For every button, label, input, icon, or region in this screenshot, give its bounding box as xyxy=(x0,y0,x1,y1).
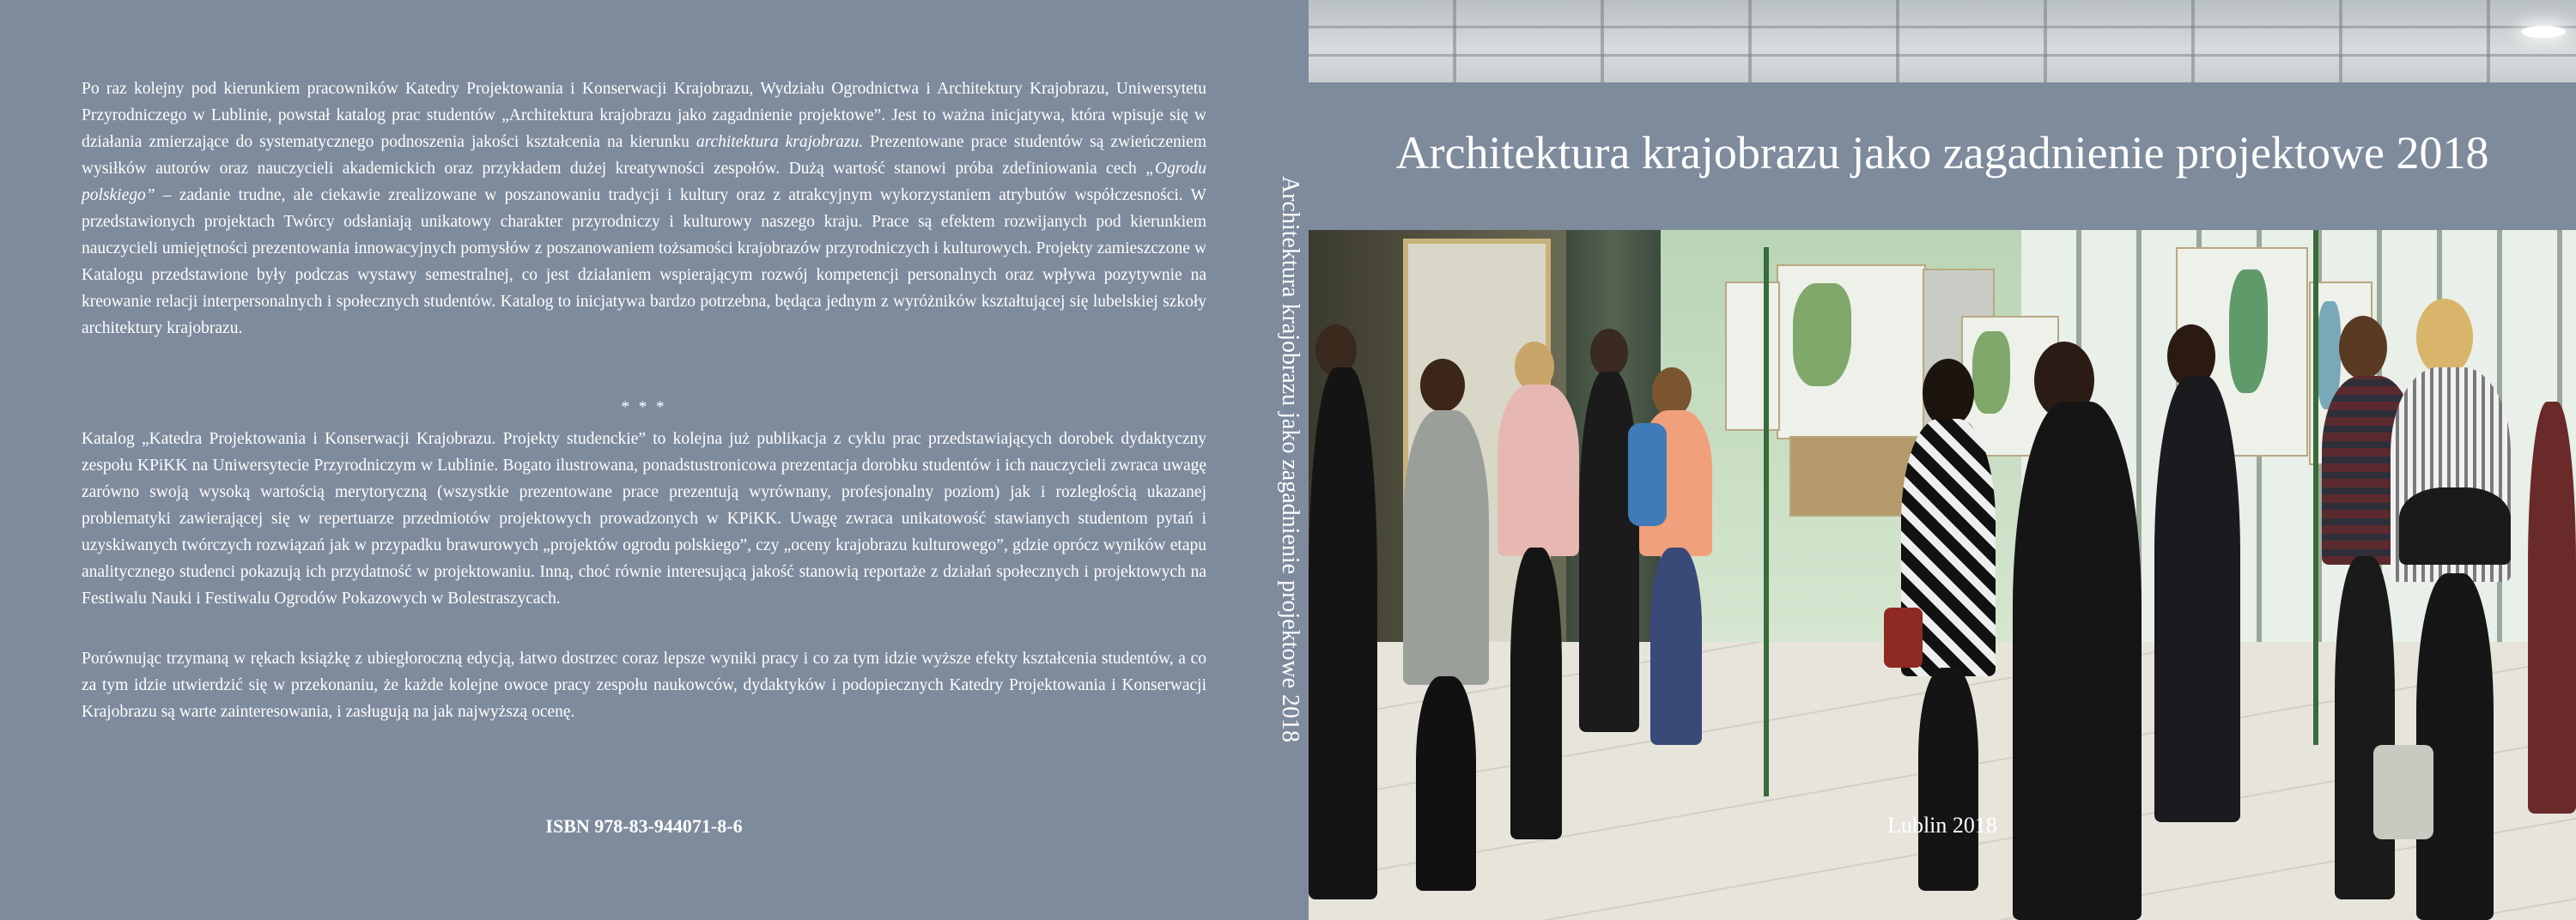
visitor xyxy=(1579,372,1639,732)
spine-title: Architektura krajobrazu jako zagadnienie projektowe 2018 xyxy=(1277,175,1303,743)
board-plan xyxy=(1972,331,2010,414)
board-plan xyxy=(2229,269,2268,393)
foreword-text: Po raz kolejny pod kierunkiem pracowników Katedry Projektowania i Konserwacji Krajobrazu, Wydziału Ogrodnictwa i Architektury Krajobrazu, Uniwersytetu Przyrodniczego w Lublinie, powstał katalog prac studentów „Architektura krajobrazu jako zagadnienie projektowe”. Jest to ważna inicjatywa, która wpisuje się w działania zmierzające do systematycznego podnoszenia jakości kształcenia na kierunku xyxy=(82,80,1206,151)
exhibition-board xyxy=(1777,264,1926,439)
visitor-head xyxy=(1420,359,1465,412)
ceiling-photo-strip xyxy=(1309,0,2576,82)
foreword-paragraph-2: Katalog „Katedra Projektowania i Konserwacji Krajobrazu. Projekty studenckie” to kolejna już publikacja z cyklu prac przedstawiających dorobek dydaktyczny zespołu KPiKK na Uniwersytecie Przyrodniczym w Lublinie. Bogato ilustrowana, ponadstustronicowa prezentacja dorobku studentów i ich nauczycieli zwraca uwagę zarówno swoją wysoką wartością merytoryczną (wszystkie prezentowane prace prezentują wyrównany, profesjonalny poziom) jak i rozległością ukazanej problematyki zawierającej się w repertuarze przedmiotów projektowych prowadzonych w KPiKK. Uwagę zwraca unikatowość stawianych studentom pytań i uzyskiwanych twórczych rozwiązań jak w przypadku brawurowych „projektów ogrodu polskiego”, czy „oceny krajobrazu kulturowego”, gdzie oprócz wyników etapu analitycznego studenci pokazują ich przydatność w projektowaniu. Inną, choć równie interesującą jakość stanowią reportaże z działań społecznych i projektowych na Festiwalu Nauki i Festiwalu Ogrodów Pokazowych w Bolestraszycach. xyxy=(82,430,1206,608)
foreword-italic-term: „Ogrodu polskiego” xyxy=(82,160,1206,204)
visitor-head xyxy=(2416,299,2473,376)
visitor xyxy=(2399,487,2511,565)
visitor xyxy=(2528,402,2576,814)
cover-title: Architektura krajobrazu jako zagadnienie projektowe 2018 xyxy=(1395,127,2489,179)
foreword-italic-term: architektura krajobrazu. xyxy=(696,133,864,151)
foreword-text: Prezentowane prace studentów są zwieńczeniem wysiłków autorów oraz nauczycieli akademickich oraz przykładem dużej kreatywności zespołów. Dużą wartość stanowi próba zdefiniowania cech xyxy=(82,133,1206,178)
visitor-head xyxy=(1590,329,1628,377)
visitor xyxy=(1416,676,1476,891)
foreword-paragraph-1 xyxy=(82,76,1206,342)
board-stand xyxy=(2313,230,2318,745)
visitor xyxy=(2154,376,2240,822)
visitor-handbag xyxy=(1884,608,1923,668)
front-cover xyxy=(1309,0,2576,920)
visitor-head xyxy=(2339,316,2387,379)
foreword-text: – zadanie trudne, ale ciekawie zrealizowane w poszanowaniu tradycji i kultury oraz z atrakcyjnym wykorzystaniem atrybutów współczesności. W przedstawionych projektach Twórcy odsłaniają unikatowy charakter przyrodniczy i kulturowy naszego kraju. Prace są efektem rozwijanych pod kierunkiem nauczycieli umiejętności prezentowania innowacyjnych pomysłów z poszanowaniem tożsamości krajobrazów przyrodniczych i kulturowych. Projekty zamieszczone w Katalogu przedstawione były podczas wystawy semestralnej, co jest działaniem wspierającym rozwój kompetencji personalnych oraz wpływa pozytywnie na kreowanie relacji interpersonalnych i społecznych studentów. Katalog to inicjatywa bardzo potrzebna, będąca jednym z wyróżników kształtującej się lubelskiej szkoły architektury krajobrazu. xyxy=(82,186,1206,337)
ceiling-light xyxy=(2521,26,2566,38)
visitor xyxy=(1650,548,1702,745)
foreword-paragraph-3: Porównując trzymaną w rękach książkę z ubiegłoroczną edycją, łatwo dostrzec coraz lepsze wyniki pracy i co za tym idzie wyższe efekty kształcenia studentów, a co za tym idzie utwierdzić się w przekonaniu, że każde kolejne owoce pracy zespołu naukowców, dydaktyków i podopiecznych Katedry Projektowania i Konserwacji Krajobrazu są warte zainteresowania, i zasługują na jak najwyższą ocenę. xyxy=(82,650,1206,721)
visitor xyxy=(2013,402,2142,920)
back-cover xyxy=(0,0,1271,920)
place-and-year: Lublin 2018 xyxy=(1887,813,1997,838)
visitor xyxy=(1510,548,1562,839)
isbn: ISBN 978-83-944071-8-6 xyxy=(545,815,743,837)
visitor xyxy=(1403,410,1489,685)
visitor-head xyxy=(1923,359,1974,427)
separator-stars: * * * xyxy=(621,398,667,416)
visitor xyxy=(2335,556,2395,899)
visitor xyxy=(1918,668,1978,891)
board-stand xyxy=(1764,247,1769,796)
visitor xyxy=(1498,384,1579,556)
visitor-backpack xyxy=(1628,423,1667,526)
exhibition-board xyxy=(1725,281,1780,431)
board-plan xyxy=(1793,283,1851,386)
